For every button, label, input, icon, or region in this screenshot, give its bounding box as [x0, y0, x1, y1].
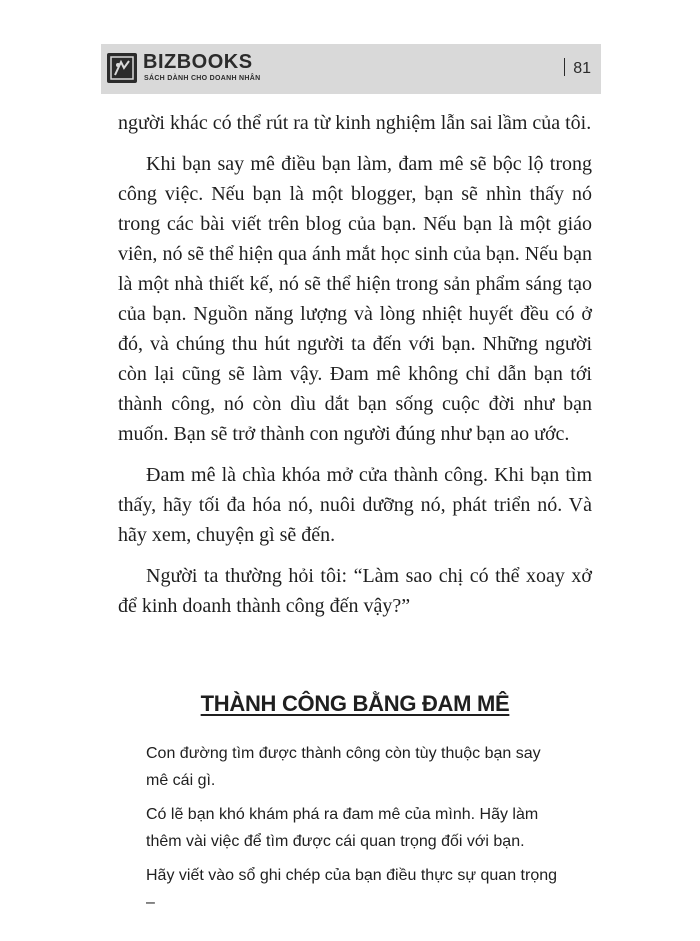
paragraph: người khác có thể rút ra từ kinh nghiệm lẫn sai lầm của tôi. [118, 112, 592, 134]
page-number-divider [564, 58, 565, 76]
brand-tagline: SÁCH DÀNH CHO DOANH NHÂN [144, 75, 261, 82]
page-number-value: 81 [573, 60, 591, 77]
section-title-text: THÀNH CÔNG BẰNG ĐAM MÊ [200, 691, 510, 716]
bizbooks-logo-icon [107, 53, 137, 83]
body-text [118, 108, 592, 632]
section-item: Con đường tìm được thành công còn tùy thuộc bạn say mê cái gì. [146, 745, 541, 789]
brand-name: BIZBOOKS [143, 51, 253, 73]
running-header [101, 44, 601, 94]
section-title [118, 690, 592, 718]
paragraph: Đam mê là chìa khóa mở cửa thành công. Khi bạn tìm thấy, hãy tối đa hóa nó, nuôi dưỡng nó, phát triển nó. Và hãy xem, chuyện gì sẽ đến. [118, 464, 592, 546]
section-item: Có lẽ bạn khó khám phá ra đam mê của mình. Hãy làm thêm vài việc để tìm được cái quan trọng đối với bạn. [146, 806, 539, 850]
page-number [564, 58, 591, 79]
paragraph: Người ta thường hỏi tôi: “Làm sao chị có thể xoay xở để kinh doanh thành công đến vậy?” [118, 565, 592, 617]
section-item: Hãy viết vào sổ ghi chép của bạn điều thực sự quan trọng – [146, 867, 558, 911]
bizbooks-logo [107, 51, 327, 87]
section-content [146, 740, 566, 923]
paragraph: Khi bạn say mê điều bạn làm, đam mê sẽ bộc lộ trong công việc. Nếu bạn là một blogger, bạn sẽ nhìn thấy nó trong các bài viết trên blog của bạn. Nếu bạn là một giáo viên, nó sẽ thể hiện qua ánh mắt học sinh của bạn. Nếu bạn là một nhà thiết kế, nó sẽ thể hiện trong sản phẩm sáng tạo của bạn. Nguồn năng lượng và lòng nhiệt huyết đều có ở đó, và chúng thu hút người ta đến với bạn. Những người còn lại cũng sẽ làm vậy. Đam mê không chỉ dẫn bạn tới thành công, nó còn dìu dắt bạn sống cuộc đời như bạn muốn. Bạn sẽ trở thành con người đúng như bạn ao ước. [118, 153, 592, 445]
